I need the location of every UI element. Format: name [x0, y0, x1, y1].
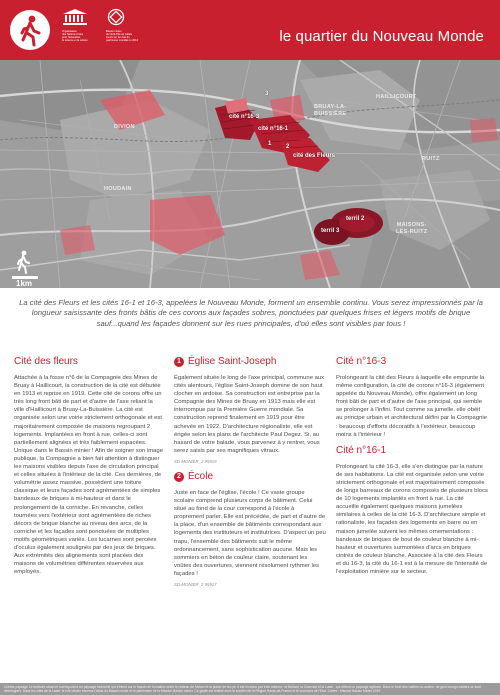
column-eglise-ecole	[174, 356, 326, 594]
footer-bar	[0, 683, 500, 695]
column-cite-des-fleurs	[14, 356, 164, 580]
unesco-line: Organisation	[62, 30, 77, 33]
unesco-caption	[62, 30, 102, 42]
place-label-line: BUISSIÈRE	[314, 110, 347, 117]
map-marker-cite-16-3[interactable]: cité n°16-3	[229, 114, 260, 120]
heritage-caption	[106, 30, 150, 42]
number-badge-1: 1	[174, 357, 184, 367]
section-title-fleurs	[14, 356, 164, 368]
header-bar	[0, 0, 500, 60]
section-title-text: École	[188, 470, 214, 482]
scale-label: 1km	[16, 279, 33, 288]
section-title-eglise	[174, 356, 326, 368]
place-label-line: MAISONS-	[396, 222, 427, 228]
map-base-layer	[0, 60, 500, 288]
place-label-divion: DIVION	[114, 124, 135, 130]
place-label-houdain: HOUDAIN	[104, 186, 132, 192]
section-text-eglise: Également située le long de l'axe principal, commune aux cités alentours, l'église Saint-Joseph domine de son haut clocher en ardoise. Sa construction est entreprise par la Compagnie des Mines de Bruay en 1913 mais elle est interrompue par la Première Guerre mondiale. Sa construction reprend finalement en 1919 pour être achevée en 1922. D'architecture régionaliste, elle est érigée selon les plans de l'architecte Paul Degez. Si, au hasard de votre balade, vous parvenez à y rentrer, vous serez saisis par ses magnifiques vitraux.	[174, 375, 325, 454]
intro-paragraph: La cité des Fleurs et les cités 16-1 et 16-3, appelées le Nouveau Monde, forment un ensemble continu. Vous serez impressionnés par la longueur saisissante des fronts bâtis de ces corons aux façades sobres, ponctuées par quelques frises et légers motifs de brique sauf...quand les façades donnent sur les rues principales, d'où elles sont visibles par tous !	[19, 298, 483, 328]
section-text-16-1: Prolongeant la cité 16-3, elle s'en distingue par la nature de ses habitations. La cité est organisée selon une voirie strictement orthogonale et est majoritairement composée de longs barreaux de corons composés de plusieurs blocs de 10 logements implantés en front à rue. La cité accueille également quelques maisons jumelées similaires à celles de la cité 16-3. D'architecture simple et rationaliste, les façades des logements en barre ou en maison jumelée suivent les mêmes ornementations : bandeaux de briques de bout de couleur blanche à mi-hauteur et ouvertures surmontées d'arcs en briques cintrés de couleur blanche. Associée à la cité des Fleurs et du 16-3, la cité du 16-1 est à la mesure de l'intensité de l'exploitation minière sur le secteur.	[336, 463, 488, 575]
unesco-temple-icon	[62, 8, 88, 26]
section-text-ecole: Juste en face de l'église, l'école ! Ce vaste groupe scolaire comprend plusieurs corps de bâtiment. Celui situé au fond de la cour correspond à l'école à proprement parler. Elle est précédée, de part et d'autre de la place, d'un ensemble de bâtiments correspondant aux logements des instituteurs et institutrices. D'aspect un peu trapu, l'ensemble des bâtiments suit le même ordonnancement, sans sophistication aucune. Mais les sommiers en béton de couleur claire, soutenant les voûtes des ouvertures, viennent résolument rythmer les façades !	[174, 489, 326, 577]
unesco-line: pour l'éducation,	[62, 36, 81, 40]
map-marker-terril-3[interactable]: terril 3	[321, 228, 340, 234]
place-label-ruitz: RUITZ	[422, 156, 440, 162]
place-label-line: LES-RUITZ	[396, 228, 428, 235]
column-cites-16	[336, 356, 488, 580]
heritage-line: patrimoine mondial en 2012	[106, 39, 139, 43]
section-title-text: Cité des fleurs	[14, 356, 78, 367]
map-marker-terril-2[interactable]: terril 2	[346, 216, 365, 222]
scale-walker-icon	[14, 250, 32, 274]
map-marker-2[interactable]: 2	[286, 144, 290, 150]
section-text-fleurs: Attachée à la fosse n°6 de la Compagnie des Mines de Bruay à Haillicourt, la construction de la cité est débutée en 1913 et reprise en 1919. Cette cité de corons offre un très long front bâti de part et d'autre de l'axe reliant la ville d'Haillicourt à Bruay-La-Buissière. La cité est organisée selon une voirie strictement orthogonale et est majoritairement composée de maisons regroupant 2 logements. Implantées en front à rue, celles-ci sont partiellement alignées et très faiblement espacées. Unique dans le Bassin minier ! Afin de soigner son image publique, la Compagnie a bien fait attention à distinguer les maisons visibles depuis l'axe de circulation principal et celles situées à l'intérieur de la cité. Ces dernières, de volumétrie assez massive, possèdent une toiture classique et leurs façades sont agrémentées de simples bandeaux de briques à mi-hauteur et dans le prolongement de la corniche. En revanche, celles tournées vers l'extérieur sont agrémentées de riches décors de brique blanche au niveau des arcs, de la corniche et les façades sont ponctuées de multiples motifs géométriques variés. Les lucarnes sont percées d'oculus également soulignés par des jeux de briques. Aux extrémités des alignements sont placées des maisons de volumétries différentes réservées aux employés.	[14, 375, 163, 576]
section-title-text: Église Saint-Joseph	[188, 356, 277, 367]
footer-credits: Crédits paysage Le territoire observé correspond à un paysage industriel qui s'étend sur le bassin de formation entre le plateau de l'Artois et la plaine de la Lys. Il est reconnu par trois auteurs : le Brûlant, la Clarence et la Lawe - qui offrent un paysage agricole. Dans le fond des vallées ou ancien, de gros bourgs miniers se sont développés. Dans les cités de la Lawe, le lotir urbain traverse l'Atlas du Bassin minier et le patrimoine de la Mission Bassin minier. Ce guide est réalisé avec le soutien de la Région Hauts-de-France et le concours de l'État. Cartes : Mission Bassin Minier 2019.	[4, 684, 481, 693]
place-label-bruay	[314, 104, 346, 117]
section-text-16-3: Prolongeant la cité des Fleurs à laquelle elle emprunte la même configuration, la cité de corons n°16-3 (également appelée du Nouveau Monde), offre également un long front bâti de part et d'autre de l'axe principal, qui semble se prolonger à l'infini. Tout comme sa jumelle, elle obéit au principe urbain et architectural défini par la Compagnie : beaucoup d'efforts décoratifs à l'extérieur, beaucoup moins à l'intérieur !	[336, 375, 487, 438]
section-title-16-1	[336, 445, 488, 457]
world-heritage-emblem-icon	[107, 8, 125, 26]
map-marker-3[interactable]: 3	[265, 91, 269, 97]
place-label-maisons	[396, 222, 427, 235]
map-marker-cite-16-1[interactable]: cité n°16-1	[258, 126, 289, 132]
section-title-ecole	[174, 471, 326, 483]
section-title-text: Cité n°16-1	[336, 444, 387, 456]
partner-logos	[62, 8, 150, 54]
section-title-16-3	[336, 356, 488, 368]
page-title: le quartier du Nouveau Monde	[279, 28, 484, 45]
map-marker-1[interactable]: 1	[268, 141, 272, 147]
place-label-haillicourt: HAILLICOURT	[376, 94, 417, 100]
place-label-line: BRUAY-LA-	[314, 104, 347, 110]
photo-credit-ecole: SD-MONIER_2 95917	[174, 581, 217, 587]
unesco-line: la science et la culture	[62, 39, 88, 43]
heritage-line: inscrit sur la Liste du	[106, 36, 130, 40]
photo-credit-eglise: SD-MONIER_2 95919	[174, 458, 217, 464]
section-title-text: Cité n°16-3	[336, 356, 387, 367]
number-badge-2: 2	[174, 472, 184, 482]
district-map[interactable]	[0, 60, 500, 288]
walking-person-icon	[10, 10, 50, 50]
map-marker-cite-fleurs[interactable]: cité des Fleurs	[293, 153, 336, 159]
heritage-line: Bassin minier	[106, 30, 122, 33]
unesco-line: des Nations Unies	[62, 33, 84, 37]
heritage-line: du Nord-Pas de Calais	[106, 33, 133, 37]
